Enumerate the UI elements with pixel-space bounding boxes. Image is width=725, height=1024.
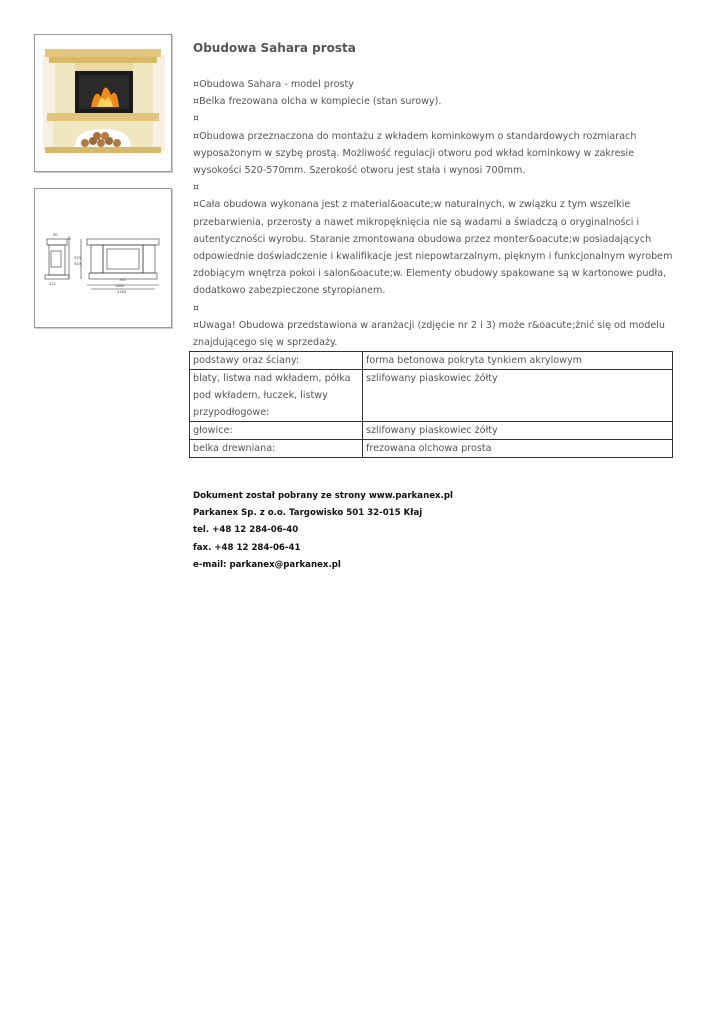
technical-drawing-image (35, 189, 171, 327)
spec-value: frezowana olchowa prosta (363, 440, 673, 458)
technical-drawing[interactable] (34, 188, 172, 328)
footer-contact (193, 488, 453, 574)
desc-line: ¤ (193, 113, 200, 125)
footer-source: Dokument został pobrany ze strony www.parkanex.pl (193, 491, 453, 501)
footer-phone: tel. +48 12 284-06-40 (193, 525, 299, 536)
table-row (190, 422, 673, 440)
footer-fax: fax. +48 12 284-06-41 (193, 542, 301, 553)
dim-height-min: 520 (74, 262, 81, 266)
dim-inner: 1150 (117, 290, 126, 294)
spec-value: szlifowany piaskowiec żółty (363, 370, 673, 422)
spec-table (189, 351, 673, 458)
dim-height: 570 (74, 256, 81, 260)
desc-paragraph: ¤Obudowa przeznaczona do montażu z wkładem kominkowym o standardowych rozmiarach wyposażonym w szybę prostą. Możliwość regulacji otworu pod wkład kominkowy w zakresie wysokości 520-570mm. Szerokość otworu jest stała i wynosi 700mm. (193, 130, 637, 177)
spec-label: blaty, listwa nad wkładem, półka pod wkładem, łuczek, listwy przypodłogowe: (190, 370, 363, 422)
dim-opening: 700 (119, 278, 126, 282)
dim-width: 1300 (115, 284, 124, 288)
spec-label: belka drewniana: (190, 440, 363, 458)
desc-paragraph: ¤Cała obudowa wykonana jest z material&oacute;w naturalnych, w związku z tym wszelkie przebarwienia, przerosty a nawet mikropęknięcia nie są wadami a świadczą o oryginalności i autentyczności wyrobu. Staranie zmontowana obudowa przez monter&oacute;w posiadających odpowiednie doświadczenie i kwalifikacje jest niepowtarzalnym, pięknym i funkcjonalnym wyrobem zdobiącym wnętrza pokoi i salon&oacute;w. Elementy obudowy spakowane są w kartonowe pudła, dodatkowo zabezpieczone styropianem. (193, 199, 673, 297)
product-description (193, 76, 678, 351)
table-row (190, 440, 673, 458)
spec-label: głowice: (190, 422, 363, 440)
desc-line: ¤ (193, 302, 200, 314)
table-row (190, 352, 673, 370)
desc-line: ¤Belka frezowana olcha w komplecie (stan surowy). (193, 96, 442, 108)
fireplace-image (35, 35, 171, 171)
spec-value: forma betonowa pokryta tynkiem akrylowym (363, 352, 673, 370)
table-row (190, 370, 673, 422)
spec-value: szlifowany piaskowiec żółty (363, 422, 673, 440)
page-title: Obudowa Sahara prosta (193, 41, 356, 55)
footer-address: Parkanex Sp. z o.o. Targowisko 501 32-015 Kłaj (193, 508, 423, 519)
dim-depth: 212 (49, 282, 56, 286)
desc-line: ¤Obudowa Sahara - model prosty (193, 79, 354, 90)
desc-paragraph: ¤Uwaga! Obudowa przedstawiona w aranżacji (zdjęcie nr 2 i 3) może r&oacute;żnić się od modelu znajdującego się w sprzedaży. (193, 319, 665, 349)
desc-line: ¤ (193, 182, 200, 194)
footer-email: e-mail: parkanex@parkanex.pl (193, 559, 341, 570)
fireplace-photo[interactable] (34, 34, 172, 172)
dim-top: 50 (53, 233, 58, 237)
spec-label: podstawy oraz ściany: (190, 352, 363, 370)
